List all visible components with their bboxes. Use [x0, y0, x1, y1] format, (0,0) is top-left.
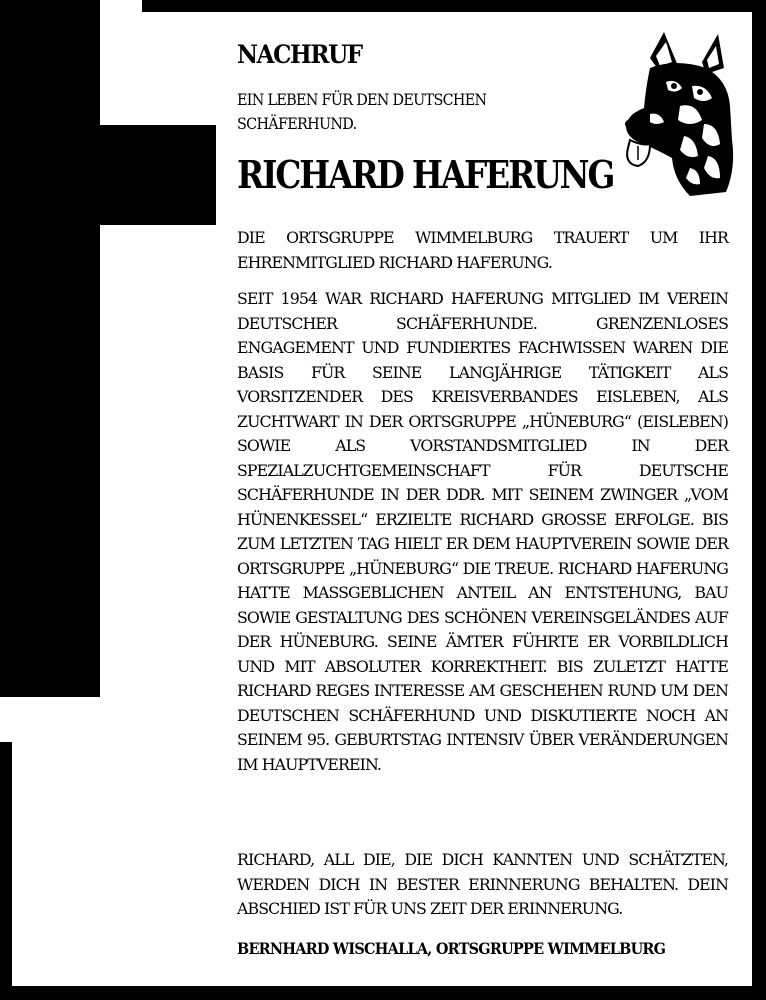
cross-horizontal-bar	[0, 125, 216, 225]
paragraph-farewell: RICHARD, ALL DIE, DIE DICH KANNTEN UND SCHÄTZTEN, WERDEN DICH IN BESTER ERINNERUNG BEHALTEN. DEIN ABSCHIED IST FÜR UNS ZEIT DER ERINNERUNG.	[237, 850, 728, 918]
frame-bottom-edge	[0, 986, 766, 1000]
frame-left-edge	[0, 742, 12, 1000]
paragraph-biography: SEIT 1954 WAR RICHARD HAFERUNG MITGLIED IM VEREIN DEUTSCHER SCHÄFERHUNDE. GRENZENLOSES ENGAGEMENT UND FUNDIERTES FACHWISSEN WAREN DIE BASIS FÜR SEINE LANGJÄHRIGE TÄTIGKEIT ALS VORSITZENDER DES KREISVERBANDES EISLEBEN, ALS ZUCHTWART IN DER ORTSGRUPPE „HÜNEBURG“ (EISLEBEN) SOWIE ALS VORSTANDSMITGLIED IN DER SPEZIALZUCHTGEMEINSCHAFT FÜR DEUTSCHE SCHÄFERHUNDE IN DER DDR. MIT SEINEM ZWINGER „VOM HÜNENKESSEL“ ERZIELTE RICHARD GROSSE ERFOLGE. BIS ZUM LETZTEN TAG HIELT ER DEM HAUPTVEREIN SOWIE DER ORTSGRUPPE „HÜNEBURG“ DIE TREUE. RICHARD HAFERUNG HATTE MASSGEBLICHEN ANTEIL AN ENTSTEHUNG, BAU SOWIE GESTALTUNG DES SCHÖNEN VEREINSGELÄNDES AUF DER HÜNEBURG. SEINE ÄMTER FÜHRTE ER VORBILDLICH UND MIT ABSOLUTER KORREKTHEIT. BIS ZULETZT HATTE RICHARD REGES INTERESSE AM GESCHEHEN RUND UM DEN DEUTSCHEN SCHÄFERHUND UND DISKUTIERTE NOCH AN SEINEM 95. GEBURTSTAG INTENSIV ÜBER VERÄNDERUNGEN IM HAUPTVEREIN.	[237, 289, 728, 774]
frame-top-edge	[142, 0, 766, 12]
paragraph-intro: DIE ORTSGRUPPE WIMMELBURG TRAUERT UM IHR EHRENMITGLIED RICHARD HAFERUNG.	[237, 228, 728, 272]
cross-vertical-bar	[0, 0, 100, 697]
notice-subtitle: EIN LEBEN FÜR DEN DEUTSCHEN SCHÄFERHUND.	[237, 90, 487, 133]
signature: BERNHARD WISCHALLA, ORTSGRUPPE WIMMELBURG	[237, 939, 666, 958]
german-shepherd-icon	[620, 28, 744, 200]
frame-right-edge	[752, 0, 766, 1000]
deceased-name: RICHARD HAFERUNG	[237, 152, 614, 197]
notice-heading: NACHRUF	[237, 40, 362, 69]
